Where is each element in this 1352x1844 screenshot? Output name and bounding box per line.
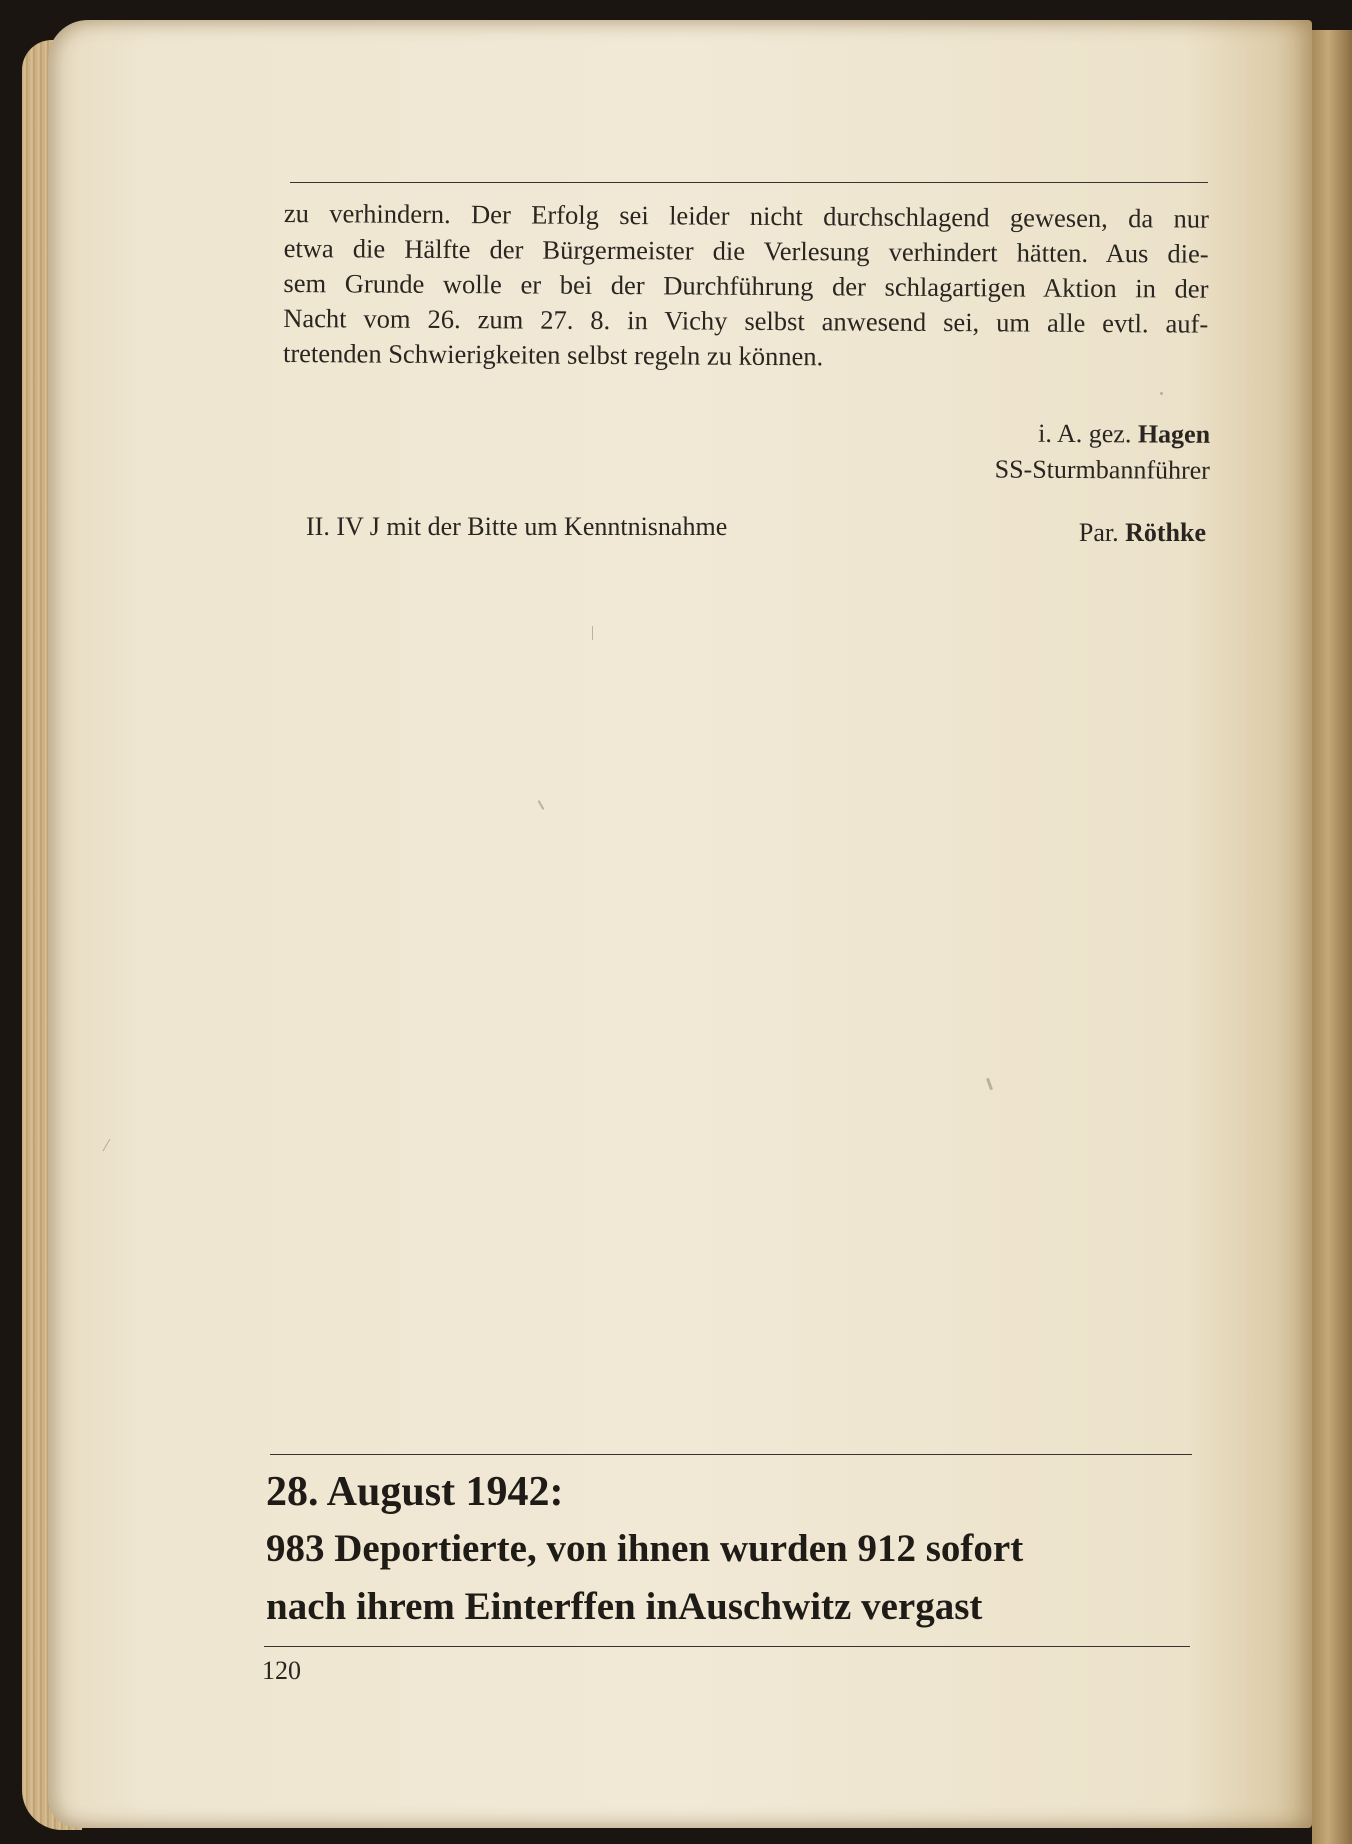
page-number: 120: [262, 1656, 301, 1685]
heading-top-rule: [270, 1454, 1192, 1455]
body-paragraph: [283, 196, 1209, 377]
distribution-note: II. IV J mit der Bitte um Kenntnisnahme: [306, 512, 728, 541]
signature-line: [940, 415, 1210, 453]
body-line: zu verhindern. Der Erfolg sei leider nicht durchschlagend gewesen, da nur: [283, 197, 1209, 234]
heading-date: 28. August 1942:: [266, 1469, 564, 1515]
body-line: Nacht vom 26. zum 27. 8. in Vichy selbst anwesend sei, um alle evtl. auf-: [283, 302, 1209, 339]
paraphe-line: [1000, 518, 1206, 548]
body-line: etwa die Hälfte der Bürgermeister die Verlesung verhindert hätten. Aus die-: [283, 232, 1209, 269]
heading-line-1: 983 Deportierte, von ihnen wurden 912 sofort: [266, 1527, 1024, 1570]
section-heading: [266, 1464, 1196, 1636]
heading-bottom-rule: [264, 1646, 1190, 1647]
signature-block: [940, 415, 1210, 489]
top-rule: [290, 182, 1208, 183]
body-line: sem Grunde wolle er bei der Durchführung der schlagartigen Aktion in der: [283, 267, 1209, 304]
paraphe-name: Röthke: [1125, 518, 1206, 547]
signature-prefix: i. A. gez.: [1038, 418, 1138, 449]
body-line: tretenden Schwierigkeiten selbst regeln zu können.: [282, 337, 824, 372]
paraphe-prefix: Par.: [1078, 518, 1126, 547]
signature-rank: SS-Sturmbannführer: [994, 454, 1210, 485]
signature-name: Hagen: [1137, 419, 1211, 449]
facing-page-edge: [1312, 30, 1352, 1844]
heading-line-2: nach ihrem Einterffen inAuschwitz vergast: [266, 1585, 983, 1628]
